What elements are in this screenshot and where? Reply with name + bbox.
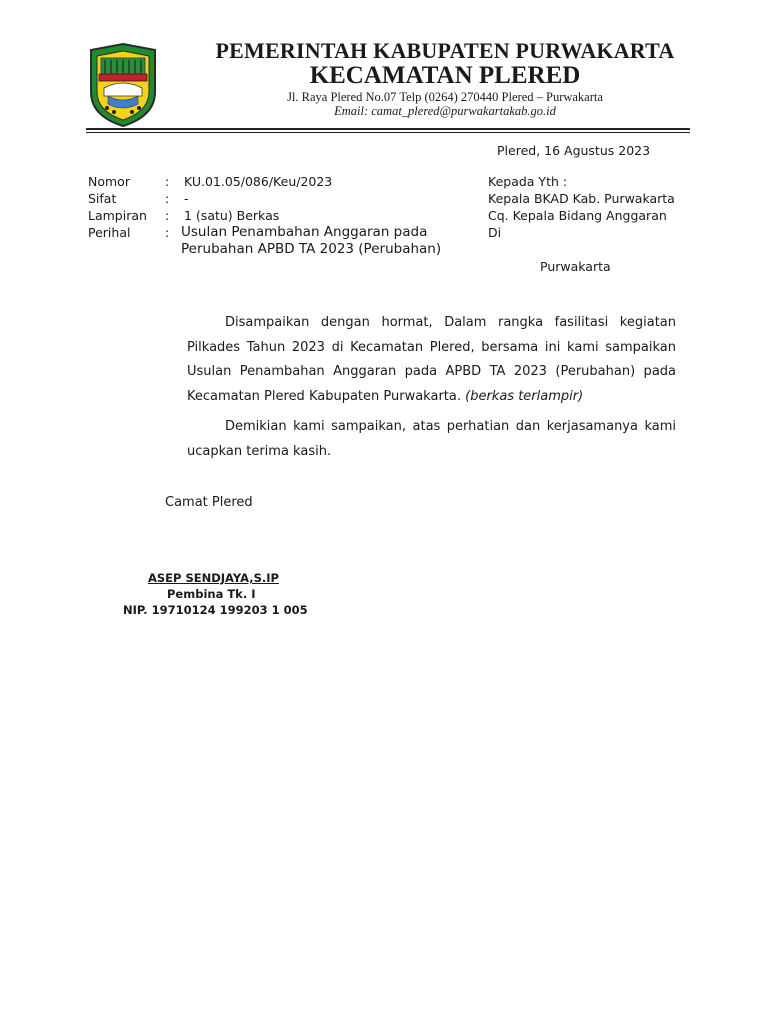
letter-date: Plered, 16 Agustus 2023 <box>497 143 651 158</box>
nomor-label: Nomor <box>88 174 130 189</box>
body-paragraph-1-text: Disampaikan dengan hormat, Dalam rangka fasilitasi kegiatan Pilkades Tahun 2023 di Kecamatan Plered, bersama ini kami sampaikan Usulan Penambahan Anggaran pada APBD TA 2023 (Perubahan) pada Kecamatan Plered Kabupaten Purwakarta. <box>187 315 676 404</box>
recipient-greeting: Kepada Yth : <box>488 174 568 189</box>
signatory-rank: Pembina Tk. I <box>167 587 256 601</box>
nomor-colon: : <box>165 174 170 189</box>
lampiran-colon: : <box>165 208 170 223</box>
attachment-note: (berkas terlampir) <box>465 388 584 404</box>
perihal-value-line2: Perubahan APBD TA 2023 (Perubahan) <box>181 241 442 257</box>
recipient-city: Purwakarta <box>540 259 611 274</box>
body-paragraph-2 <box>187 415 676 464</box>
signatory-name: ASEP SENDJAYA,S.IP <box>148 571 279 585</box>
body-paragraph-1 <box>187 311 676 409</box>
body-paragraph-2-text: Demikian kami sampaikan, atas perhatian dan kerjasamanya kami ucapkan terima kasih. <box>187 419 676 459</box>
letterhead-district: KECAMATAN PLERED <box>309 62 581 89</box>
recipient-di: Di <box>488 225 502 240</box>
sifat-colon: : <box>165 191 170 206</box>
purwakarta-coat-of-arms-logo <box>88 42 158 128</box>
letterhead-address: Jl. Raya Plered No.07 Telp (0264) 270440 Plered – Purwakarta <box>287 90 603 104</box>
perihal-value-line1: Usulan Penambahan Anggaran pada <box>181 224 428 240</box>
letterhead-rule-thin <box>86 132 690 133</box>
sifat-value: - <box>184 191 189 206</box>
letterhead-email: Email: camat_plered@purwakartakab.go.id <box>334 104 556 118</box>
perihal-colon: : <box>165 225 170 240</box>
recipient-office: Kepala BKAD Kab. Purwakarta <box>488 191 675 206</box>
signatory-nip: NIP. 19710124 199203 1 005 <box>123 603 308 617</box>
lampiran-value: 1 (satu) Berkas <box>184 208 280 223</box>
nomor-value: KU.01.05/086/Keu/2023 <box>184 174 333 189</box>
signatory-title: Camat Plered <box>165 495 253 510</box>
recipient-cq: Cq. Kepala Bidang Anggaran <box>488 208 667 223</box>
letterhead-government: PEMERINTAH KABUPATEN PURWAKARTA <box>215 38 675 63</box>
letterhead-rule-thick <box>86 128 690 130</box>
perihal-label: Perihal <box>88 225 131 240</box>
sifat-label: Sifat <box>88 191 117 206</box>
lampiran-label: Lampiran <box>88 208 147 223</box>
